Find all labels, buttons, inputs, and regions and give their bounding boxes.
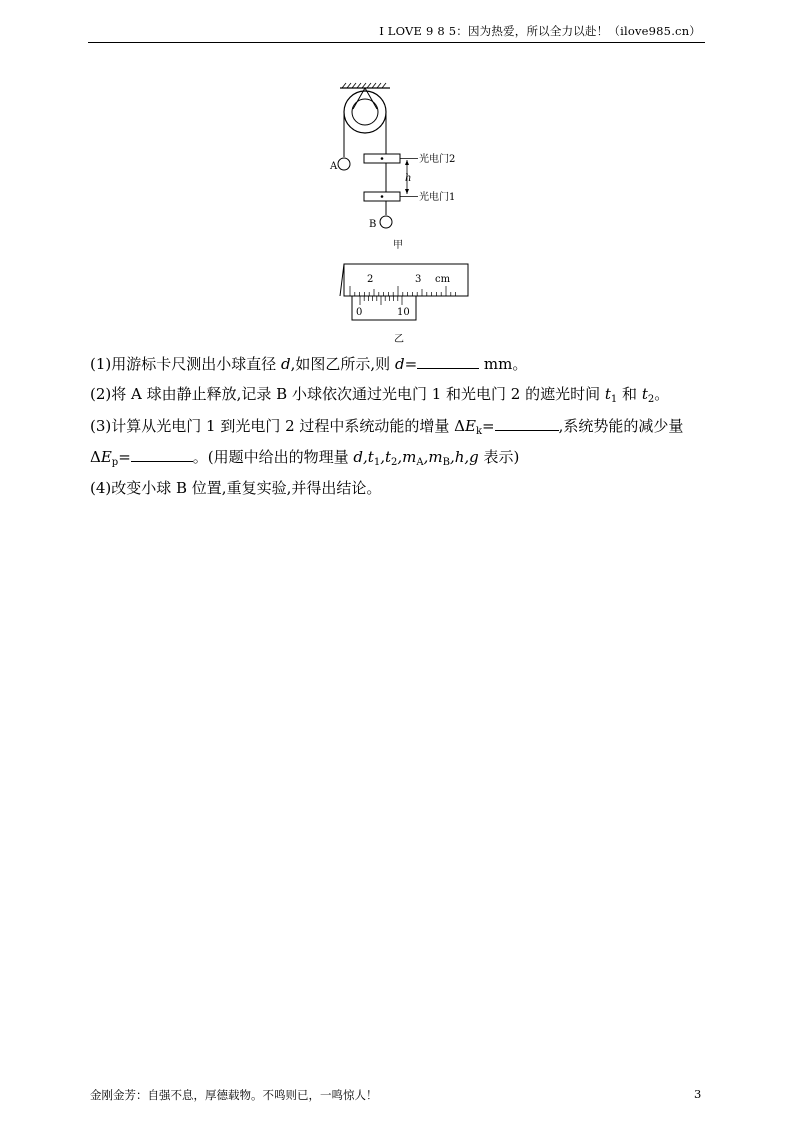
main-scale-3: 3 [415, 274, 422, 285]
figure-a-caption: 甲 [393, 240, 403, 251]
main-scale-2: 2 [367, 274, 374, 285]
question-1: (1)用游标卡尺测出小球直径 d,如图乙所示,则 d= mm。 [90, 352, 527, 375]
answer-blank-ek[interactable] [495, 414, 559, 431]
question-3-line-2: $\Delta E_p=$ 。(用题中给出的物理量 $d,t_1,t_2,m_A,m_B,h,g$ 表示) [90, 445, 519, 468]
vernier-caliper-diagram [330, 262, 470, 346]
pulley-apparatus-diagram [320, 80, 480, 255]
gate-1-label: 光电门1 [419, 192, 456, 203]
vernier-0: 0 [356, 307, 363, 318]
question-3: (3)计算从光电门 1 到光电门 2 过程中系统动能的增量 $\Delta E_k=$ ,系统势能的减少量 [90, 414, 683, 437]
vernier-10: 10 [397, 307, 410, 318]
answer-blank-d[interactable] [417, 352, 479, 369]
gate-2-label: 光电门2 [419, 154, 456, 165]
question-2: (2)将 A 球由静止释放,记录 B 小球依次通过光电门 1 和光电门 2 的遮光时间 $t_1$ 和 $t_2$。 [90, 385, 670, 405]
ball-a [338, 158, 350, 170]
question-4: (4)改变小球 B 位置,重复实验,并得出结论。 [90, 479, 382, 497]
h-label: h [405, 173, 412, 184]
label-b: B [369, 219, 377, 230]
page-header [88, 22, 705, 43]
page-number: 3 [694, 1087, 702, 1101]
ball-b [380, 216, 392, 228]
footer-motto: 金刚金芳：自强不息，厚德载物。不鸣则已，一鸣惊人！ [90, 1088, 378, 1102]
header-text: I LOVE 9 8 5：因为热爱，所以全力以赴！（ilove985.cn） [379, 24, 701, 38]
figure-b-caption: 乙 [394, 334, 404, 345]
label-a: A [330, 161, 338, 172]
answer-blank-ep[interactable] [131, 445, 193, 462]
unit-cm: cm [435, 274, 451, 285]
